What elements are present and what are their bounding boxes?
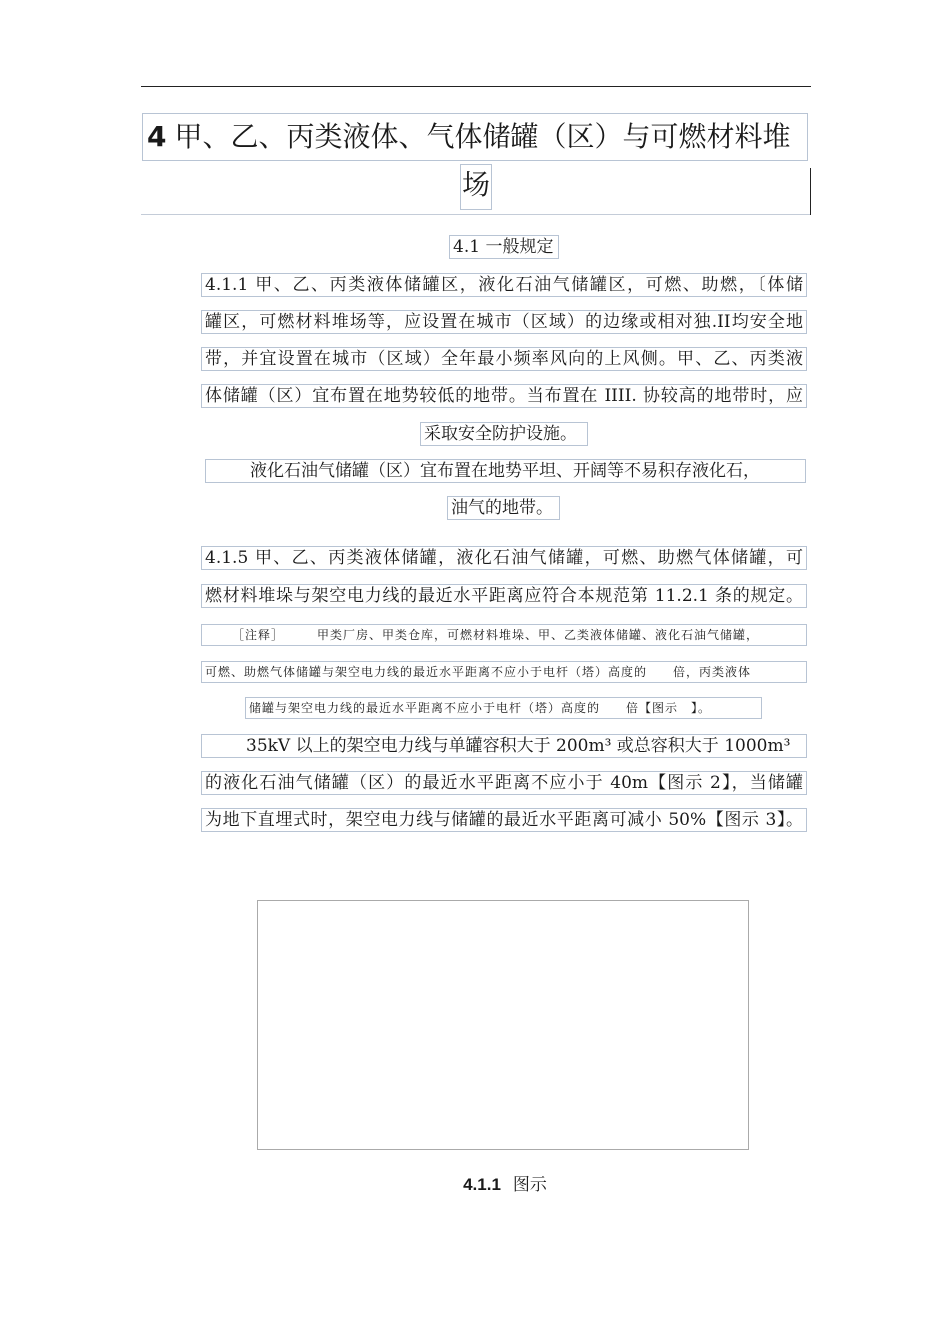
figure-caption-label: 图示 bbox=[512, 1175, 547, 1195]
title-underline bbox=[141, 214, 811, 215]
header-rule bbox=[141, 86, 811, 87]
clause-4-1-1-line: 采取安全防护设施。 bbox=[420, 422, 588, 446]
section-heading: 4.1 一般规定 bbox=[449, 235, 559, 259]
note-line: 可燃、助燃气体储罐与架空电力线的最近水平距离不应小于电杆（塔）高度的 倍，丙类液体 bbox=[201, 661, 807, 683]
clause-4-1-1-line: 罐区，可燃材料堆场等，应设置在城市（区域）的边缘或相对独.II均安全地 bbox=[201, 310, 807, 334]
title-side-rule bbox=[810, 168, 811, 215]
chapter-title-text: 甲、乙、丙类液体、气体储罐（区）与可燃材料堆 bbox=[174, 120, 791, 153]
chapter-title-line-1 bbox=[142, 113, 808, 161]
chapter-title-line-2: 场 bbox=[460, 164, 492, 210]
clause-4-1-1-line: 带，并宜设置在城市（区域）全年最小频率风向的上风侧。甲、乙、丙类液 bbox=[201, 347, 807, 371]
clause-4-1-1-line: 体储罐（区）宜布置在地势较低的地带。当布置在 IIII. 协较高的地带时，应 bbox=[201, 384, 807, 408]
clause-4-1-5-line: 燃材料堆垛与架空电力线的最近水平距离应符合本规范第 11.2.1 条的规定。 bbox=[201, 584, 807, 608]
kv-paragraph-line: 35kV 以上的架空电力线与单罐容积大于 200m³ 或总容积大于 1000m³ bbox=[201, 734, 807, 758]
clause-4-1-1-line: 4.1.1 甲、乙、丙类液体储罐区，液化石油气储罐区，可燃、助燃，〔体储 bbox=[201, 273, 807, 297]
kv-paragraph-line: 为地下直埋式时，架空电力线与储罐的最近水平距离可减小 50%【图示 3】。 bbox=[201, 808, 807, 832]
chapter-number: 4 bbox=[147, 120, 167, 153]
figure-caption-number: 4.1.1 bbox=[463, 1175, 501, 1194]
note-line: 储罐与架空电力线的最近水平距离不应小于电杆（塔）高度的 倍【图示 】。 bbox=[245, 697, 762, 719]
figure-placeholder bbox=[257, 900, 749, 1150]
lpg-paragraph-line: 油气的地带。 bbox=[447, 496, 560, 520]
lpg-paragraph-line: 液化石油气储罐（区）宜布置在地势平坦、开阔等不易积存液化石， bbox=[205, 459, 806, 483]
note-line: ［注释］ 甲类厂房、甲类仓库，可燃材料堆垛、甲、乙类液体储罐、液化石油气储罐， bbox=[201, 624, 807, 646]
kv-paragraph-line: 的液化石油气储罐（区）的最近水平距离不应小于 40m【图示 2】，当储罐 bbox=[201, 771, 807, 795]
clause-4-1-5-line: 4.1.5 甲、乙、丙类液体储罐，液化石油气储罐，可燃、助燃气体储罐，可 bbox=[201, 546, 807, 570]
figure-caption bbox=[440, 1170, 570, 1195]
